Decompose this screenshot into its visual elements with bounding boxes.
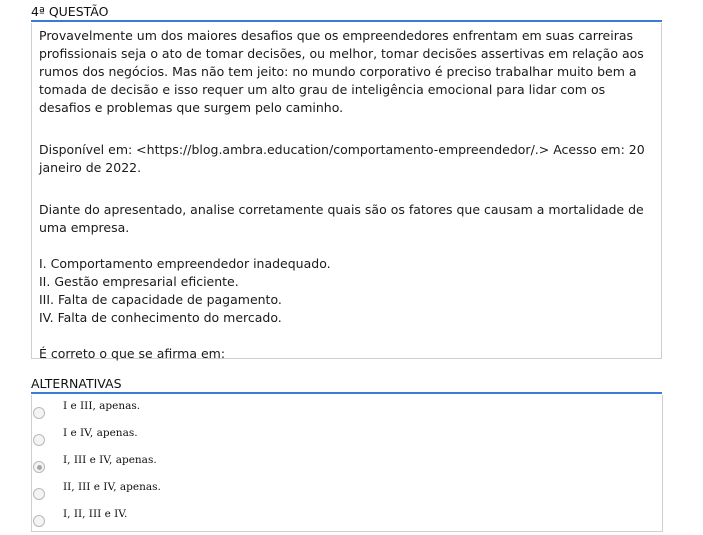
question-header: 4ª QUESTÃO	[31, 5, 662, 22]
radio-button-a[interactable]	[33, 407, 45, 419]
question-closing: É correto o que se afirma em:	[39, 346, 226, 361]
spacer	[39, 237, 653, 255]
radio-button-d[interactable]	[33, 488, 45, 500]
radio-button-e[interactable]	[33, 515, 45, 527]
alternative-label-c[interactable]: I, III e IV, apenas.	[63, 454, 157, 466]
statement-4: IV. Falta de conhecimento do mercado.	[39, 310, 282, 325]
alternative-option-e[interactable]	[32, 506, 662, 528]
question-context-paragraph: Provavelmente um dos maiores desafios que os empreendedores enfrentam em suas carreiras profissionais seja o ato de tomar decisões, ou melhor, tomar decisões assertivas em relação aos rumos dos negócios. Mas não tem jeito: no mundo corporativo é preciso trabalhar muito bem a tomada de decisão e isso requer um alto grau de inteligência emocional para lidar com os desafios e problemas que surgem pelo caminho.	[39, 28, 644, 115]
radio-button-b[interactable]	[33, 434, 45, 446]
statement-2: II. Gestão empresarial eficiente.	[39, 274, 239, 289]
spacer	[39, 327, 653, 345]
alternative-option-a[interactable]	[32, 398, 662, 420]
statement-3: III. Falta de capacidade de pagamento.	[39, 292, 282, 307]
alternative-option-c[interactable]	[32, 452, 662, 474]
spacer	[39, 117, 653, 141]
alternative-option-b[interactable]	[32, 425, 662, 447]
question-prompt: Diante do apresentado, analise corretamente quais são os fatores que causam a mortalidade de uma empresa.	[39, 202, 644, 235]
alternatives-header: ALTERNATIVAS	[31, 377, 662, 394]
alternative-label-b[interactable]: I e IV, apenas.	[63, 427, 138, 439]
alternative-label-e[interactable]: I, II, III e IV.	[63, 508, 128, 520]
alternatives-list	[31, 395, 663, 532]
question-source: Disponível em: <https://blog.ambra.education/comportamento-empreendedor/.> Acesso em: 20 janeiro de 2022.	[39, 142, 645, 175]
question-statement-box	[31, 23, 662, 359]
alternative-label-d[interactable]: II, III e IV, apenas.	[63, 481, 161, 493]
statement-1: I. Comportamento empreendedor inadequado.	[39, 256, 331, 271]
radio-button-c[interactable]	[33, 461, 45, 473]
alternative-option-d[interactable]	[32, 479, 662, 501]
alternative-label-a[interactable]: I e III, apenas.	[63, 400, 141, 412]
spacer	[39, 177, 653, 201]
